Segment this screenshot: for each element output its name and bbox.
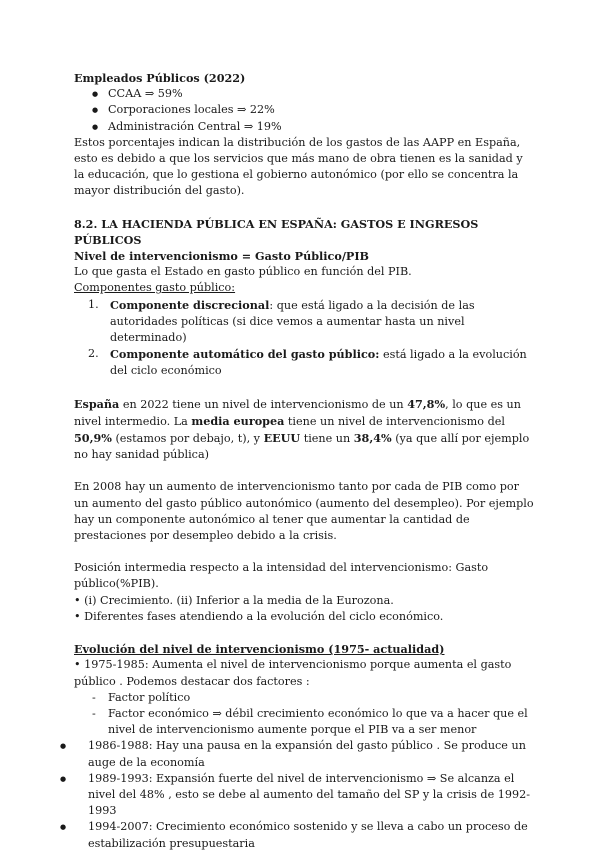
list-item: ● 1986-1988: Hay una pausa en la expansión del gasto público . Se produce un auge de la economía <box>74 738 534 770</box>
evolucion-intro: • 1975-1985: Aumenta el nivel de intervencionismo porque aumenta el gasto público . Podemos destacar dos factores : <box>74 658 512 688</box>
list-item: ● 1994-2007: Crecimiento económico sostenido y se lleva a cabo un proceso de estabilización presupuestaria <box>74 819 534 851</box>
list-item: ● Administración Central ⇒ 19% <box>74 119 534 135</box>
list-item: ● CCAA ⇒ 59% <box>74 86 534 102</box>
posicion-line-2: • (i) Crecimiento. (ii) Inferior a la media de la Eurozona. <box>74 593 394 607</box>
factores-list <box>74 690 534 739</box>
empleados-list <box>74 86 534 135</box>
periods-list <box>74 738 534 851</box>
espana-paragraph: España en 2022 tiene un nivel de intervencionismo de un 47,8%, lo que es un nivel intermedio. La media europea tiene un nivel de intervencionismo del 50,9% (estamos por debajo, t), y EEUU tiene un 38,4% (ya que allí por ejemplo no hay sanidad pública) <box>74 396 530 462</box>
section-heading: 8.2. LA HACIENDA PÚBLICA EN ESPAÑA: GASTOS E INGRESOS PÚBLICOS <box>74 216 479 247</box>
componentes-title: Componentes gasto público: <box>74 281 236 295</box>
paragraph-2008: En 2008 hay un aumento de intervencionismo tanto por cada de PIB como por un aumento del gasto público autonómico (aumento del desempleo). Por ejemplo hay un componente autonómico al tener que aumentar la cantidad de prestaciones por desempleo debido a la crisis. <box>74 480 534 543</box>
list-item: - Factor económico ⇒ débil crecimiento económico lo que va a hacer que el nivel de intervencionismo aumente porque el PIB va a ser menor <box>74 706 534 738</box>
posicion-line-3: • Diferentes fases atendiendo a la evolución del ciclo económico. <box>74 609 444 623</box>
list-item: 1. Componente discrecional: que está ligado a la decisión de las autoridades políticas (si dice vemos a aumentar hasta un nivel determinado) <box>88 297 475 345</box>
document-page <box>74 70 534 852</box>
list-item: 2. Componente automático del gasto público: está ligado a la evolución del ciclo económico <box>88 347 527 378</box>
nivel-title: Nivel de intervencionismo = Gasto Público/PIB <box>74 249 370 264</box>
componentes-list <box>74 297 534 380</box>
list-item: ● 1989-1993: Expansión fuerte del nivel de intervencionismo ⇒ Se alcanza el nivel del 48% , esto se debe al aumento del tamaño del SP y la crisis de 1992-1993 <box>74 771 534 820</box>
empleados-paragraph: Estos porcentajes indican la distribución de los gastos de las AAPP en España, esto es debido a que los servicios que más mano de obra tienen es la sanidad y la educación, que lo gestiona el gobierno autonómico (por ello se concentra la mayor distribución del gasto). <box>74 135 523 198</box>
list-item: ● Corporaciones locales ⇒ 22% <box>74 102 534 118</box>
posicion-line-1: Posición intermedia respecto a la intensidad del intervencionismo: Gasto público(%PIB). <box>74 561 489 591</box>
evolucion-title: Evolución del nivel de intervencionismo (1975- actualidad) <box>74 642 445 657</box>
empleados-title: Empleados Públicos (2022) <box>74 71 246 85</box>
list-item: - Factor político <box>74 690 534 706</box>
nivel-text: Lo que gasta el Estado en gasto público en función del PIB. <box>74 265 412 279</box>
